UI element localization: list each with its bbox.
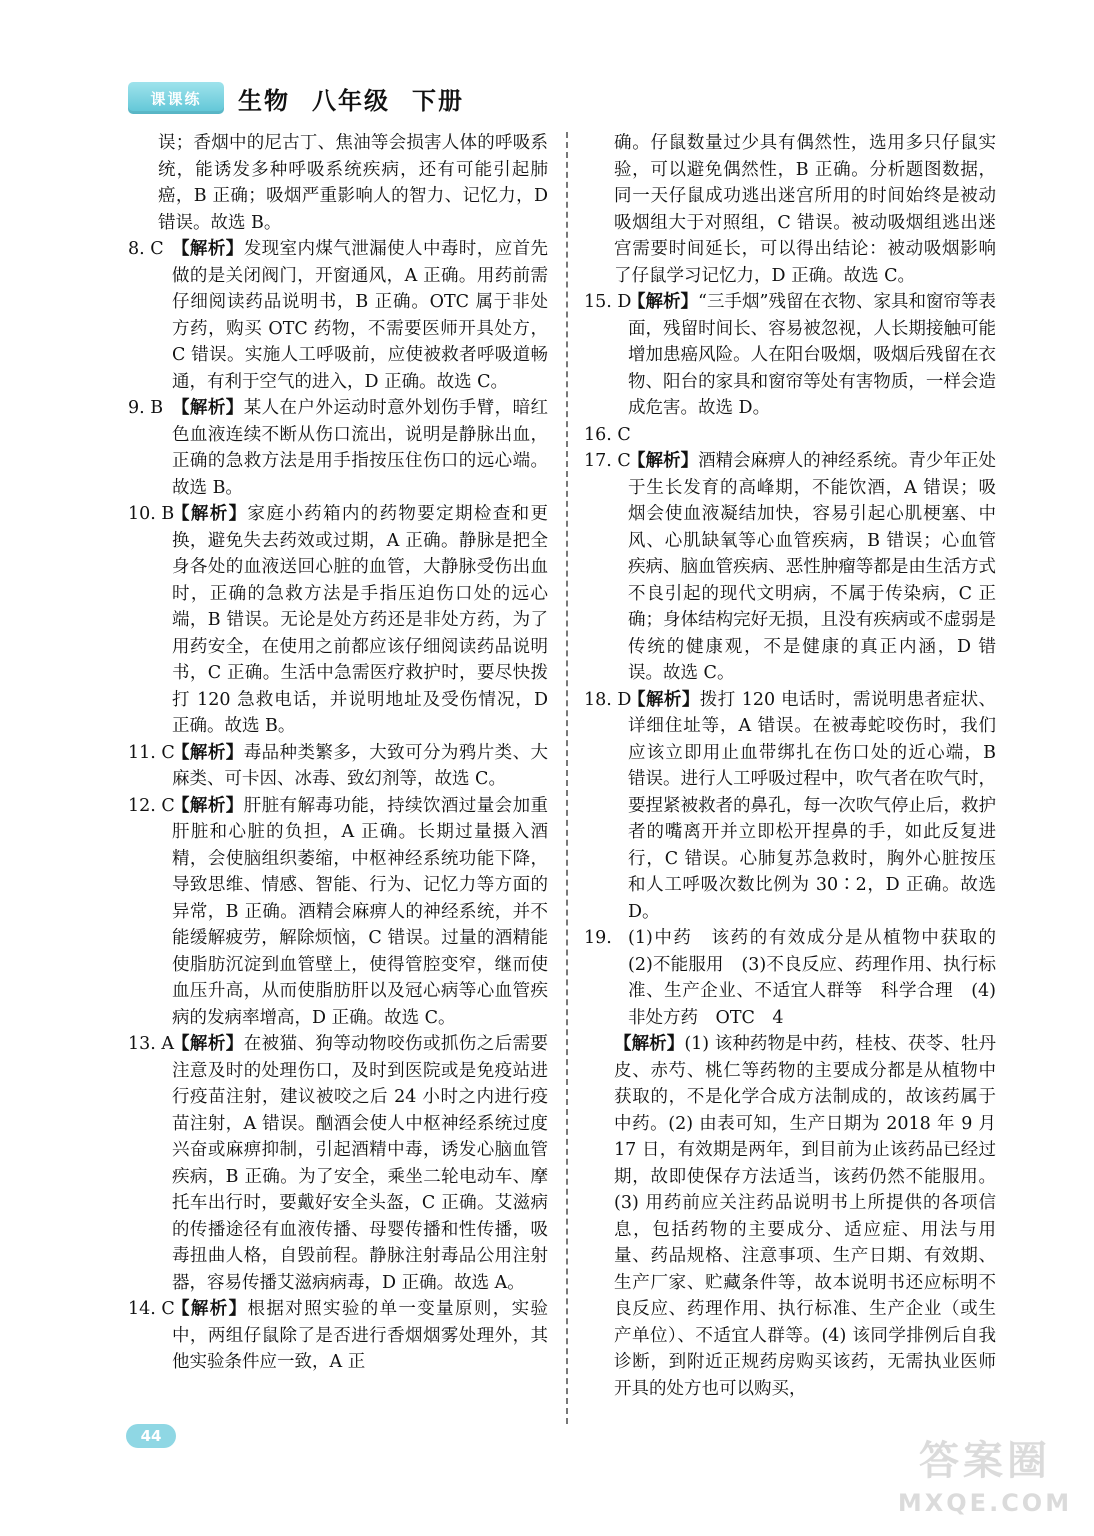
answer-number: 18. D (584, 689, 632, 710)
answer-item (584, 448, 996, 687)
answer-item (128, 1296, 548, 1376)
volume-label: 下册 (412, 86, 464, 115)
answer-number: 11. C (128, 742, 175, 763)
answer-item (128, 501, 548, 740)
page-number: 44 (126, 1424, 176, 1448)
series-badge: 课课练 (128, 82, 224, 114)
analysis-text: (1) 该种药物是中药，桂枝、茯苓、牡丹皮、赤芍、桃仁等药物的主要成分都是从植物中获取的，不是化学合成方法制成的，故该药属于中药。(2) 由表可知，生产日期为 2018 年 9 月 17 日，有效期是两年，到目前为止该药品已经过期，故即使保存方法适当，该药仍然不能服用。(3) 用药前应关注药品说明书上所提供的各项信息，包括药物的主要成分、适应症、用法与用量、药品规格、注意事项、生产日期、有效期、生产厂家、贮藏条件等，故本说明书还应标明不良反应、药理作用、执行标准、生产企业（或生产单位）、不适宜人群等。(4) 该同学排例后自我诊断，到附近正规药房购买该药，无需执业医师开具的处方也可以购买， (614, 1034, 996, 1399)
answer-number: 16. C (584, 424, 631, 445)
analysis-tag: 【解析】 (628, 451, 699, 471)
answer-item (584, 289, 996, 422)
answer-text: 肝脏有解毒功能，持续饮酒过量会加重肝脏和心脏的负担，A 正确。长期过量摄入酒精，会使脑组织萎缩，中枢神经系统功能下降，导致思维、情感、智能、行为、记忆力等方面的异常，B 正确。酒精会麻痹人的神经系统，并不能缓解疲劳，解除烦恼，C 错误。过量的酒精能使脂肪沉淀到血管壁上，使得管腔变窄，继而使血压升高，从而使脂肪肝以及冠心病等心血管疾病的发病率增高，D 正确。故选 C。 (172, 795, 549, 1028)
answer-text: 根据对照实验的单一变量原则，实验中，两组仔鼠除了是否进行香烟烟雾处理外，其他实验条件应一致，A 正 (172, 1299, 549, 1372)
answer-item (128, 236, 548, 395)
column-divider (566, 132, 568, 1424)
continued-text: 误；香烟中的尼古丁、焦油等会损害人体的呼吸系统，能诱发多种呼吸系统疾病，还有可能引起肺癌，B 正确；吸烟严重影响人的智力、记忆力，D 错误。故选 B。 (158, 133, 548, 233)
answer-item (128, 395, 548, 501)
answer-item (128, 1031, 548, 1296)
grade-label: 八年级 (312, 86, 390, 115)
answer-number: 10. B (128, 504, 175, 524)
analysis-tag: 【解析】 (172, 398, 244, 418)
analysis-tag: 【解析】 (172, 1299, 248, 1319)
book-title (238, 81, 486, 116)
analysis-tag: 【解析】 (172, 1034, 244, 1054)
answer-number: 14. C (128, 1299, 175, 1319)
answer-text: 在被猫、狗等动物咬伤或抓伤之后需要注意及时的处理伤口，及时到医院或是免疫站进行疫苗注射，建议被咬之后 24 小时之内进行疫苗注射，A 错误。酗酒会使人中枢神经系统过度兴奋或麻痹抑制，引起酒精中毒，诱发心脑血管疾病，B 正确。为了安全，乘坐二轮电动车、摩托车出行时，要戴好安全头盔，C 正确。艾滋病的传播途径有血液传播、母婴传播和性传播，吸毒扭曲人格，自毁前程。静脉注射毒品公用注射器，容易传播艾滋病病毒，D 正确。故选 A。 (172, 1034, 549, 1293)
watermark-logo (890, 1436, 1080, 1532)
analysis-block (584, 1031, 996, 1402)
analysis-tag: 【解析】 (172, 504, 248, 524)
answer-item (128, 793, 548, 1032)
answer-number: 19. (584, 928, 612, 948)
answer-number: 9. B (128, 398, 164, 418)
answer-number: 13. A (128, 1034, 175, 1054)
answer-text: 家庭小药箱内的药物要定期检查和更换，避免失去药效或过期，A 正确。静脉是把全身各处的血液送回心脏的血管，大静脉受伤出血时，正确的急救方法是手指压迫伤口处的远心端，B 错误。无论是处方药还是非处方药，为了用药安全，在使用之前都应该仔细阅读药品说明书，C 正确。生活中急需医疗救护时，要尽快拨打 120 急救电话，并说明地址及受伤情况，D 正确。故选 B。 (172, 504, 549, 736)
answer-number: 8. C (128, 239, 164, 259)
answer-number: 15. D (584, 292, 632, 312)
analysis-tag: 【解析】 (628, 689, 700, 710)
analysis-tag: 【解析】 (172, 239, 244, 259)
answer-text: “三手烟”残留在衣物、家具和窗帘等表面，残留时间长、容易被忽视，人长期接触可能增加患癌风险。人在阳台吸烟，吸烟后残留在衣物、阳台的家具和窗帘等处有害物质，一样会造成危害。故选 D。 (628, 292, 996, 418)
answer-item (128, 740, 548, 793)
answer-number: 12. C (128, 795, 175, 816)
analysis-tag: 【解析】 (172, 795, 244, 816)
answer-item (584, 687, 996, 926)
answer-item (584, 925, 1014, 1031)
answer-number: 17. C (584, 451, 631, 471)
left-column (128, 130, 548, 1376)
analysis-tag: 【解析】 (172, 742, 244, 763)
answer-text: 某人在户外运动时意外划伤手臂，暗红色血液连续不断从伤口流出，说明是静脉出血，正确的急救方法是用手指按压住伤口的远心端。故选 B。 (172, 398, 549, 498)
subject-label: 生物 (238, 86, 290, 115)
watermark-text: 答案圈 (919, 1438, 1051, 1484)
answer-item (584, 422, 996, 449)
page-header (128, 76, 486, 120)
watermark-url: MXQE.COM (897, 1489, 1073, 1517)
answer-text: 发现室内煤气泄漏使人中毒时，应首先做的是关闭阀门，开窗通风，A 正确。用药前需仔细阅读药品说明书，B 正确。OTC 属于非处方药，购买 OTC 药物，不需要医师开具处方，C 错误。实施人工呼吸前，应使被救者呼吸道畅通，有利于空气的进入，D 正确。故选 C。 (172, 239, 549, 392)
answer-text: 酒精会麻痹人的神经系统。青少年正处于生长发育的高峰期，不能饮酒，A 错误；吸烟会使血液凝结加快，容易引起心肌梗塞、中风、心肌缺氧等心血管疾病，B 错误；心血管疾病、脑血管疾病、恶性肿瘤等都是由生活方式不良引起的现代文明病，不属于传染病，C 正确；身体结构完好无损，且没有疾病或不虚弱是传统的健康观，不是健康的真正内涵，D 错误。故选 C。 (628, 451, 997, 683)
answer-text: (1)中药 该药的有效成分是从植物中获取的 (2)不能服用 (3)不良反应、药理作用、执行标准、生产企业、不适宜人群等 科学合理 (4)非处方药 OTC 4 (628, 928, 1014, 1028)
answer-text: 拨打 120 电话时，需说明患者症状、详细住址等，A 错误。在被毒蛇咬伤时，我们应该立即用止血带绑扎在伤口处的近心端，B 错误。进行人工呼吸过程中，吹气者在吹气时，要捏紧被救者的鼻孔，每一次吹气停止后，救护者的嘴离开并立即松开捏鼻的手，如此反复进行，C 错误。心肺复苏急救时，胸外心脏按压和人工呼吸次数比例为 30∶2，D 正确。故选 D。 (628, 689, 997, 922)
analysis-tag: 【解析】 (628, 292, 699, 312)
answer-text: 毒品种类繁多，大致可分为鸦片类、大麻类、可卡因、冰毒、致幻剂等，故选 C。 (172, 742, 549, 789)
analysis-tag: 【解析】 (614, 1034, 685, 1054)
continued-text: 确。仔鼠数量过少具有偶然性，选用多只仔鼠实验，可以避免偶然性，B 正确。分析题图数据，同一天仔鼠成功逃出迷宫所用的时间始终是被动吸烟组大于对照组，C 错误。被动吸烟组逃出迷宫需要时间延长，可以得出结论：被动吸烟影响了仔鼠学习记忆力，D 正确。故选 C。 (614, 133, 996, 286)
right-column (584, 130, 1014, 1402)
